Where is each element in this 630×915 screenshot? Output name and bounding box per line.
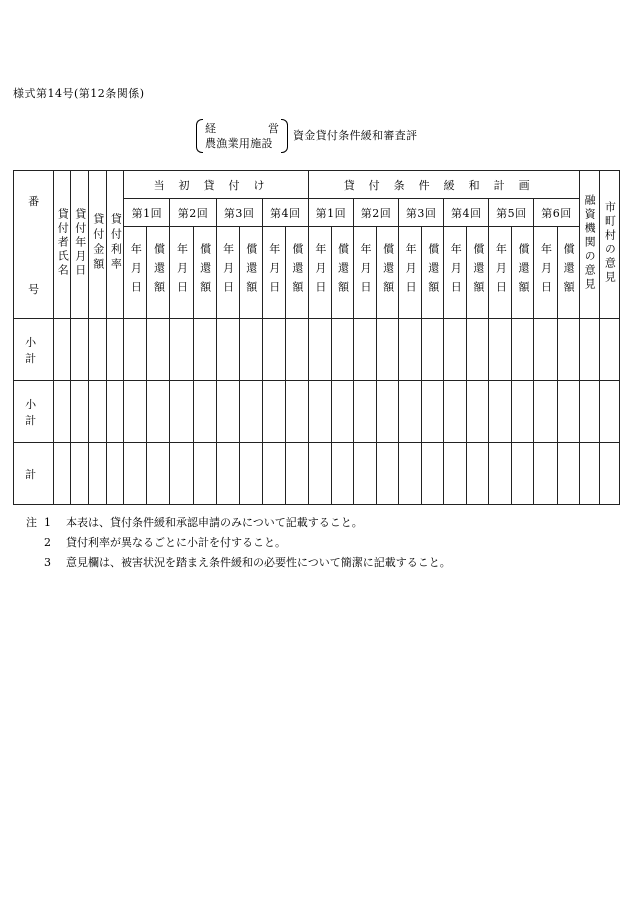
subheader-date: 年月日 bbox=[353, 227, 376, 319]
table-cell bbox=[377, 443, 399, 505]
plan-round-1: 第1回 bbox=[308, 199, 353, 227]
table-cell bbox=[308, 443, 331, 505]
table-cell bbox=[512, 381, 534, 443]
table-cell bbox=[422, 319, 444, 381]
table-cell bbox=[512, 443, 534, 505]
header-initial-loan: 当初貸付け bbox=[124, 171, 309, 199]
subheader-repayment: 償還額 bbox=[147, 227, 170, 319]
note-3 bbox=[26, 553, 451, 573]
table-cell bbox=[489, 381, 512, 443]
header-loan-rate: 貸付利率 bbox=[107, 171, 124, 319]
note-2-text: 貸付利率が異なるごとに小計を付すること。 bbox=[66, 536, 286, 549]
table-cell bbox=[353, 381, 376, 443]
table-cell bbox=[308, 381, 331, 443]
notes bbox=[26, 513, 451, 573]
table-cell bbox=[399, 443, 422, 505]
table-cell bbox=[512, 319, 534, 381]
table-cell bbox=[467, 381, 489, 443]
table-cell bbox=[54, 381, 71, 443]
table-cell bbox=[170, 443, 193, 505]
table-cell bbox=[599, 319, 619, 381]
table-cell bbox=[262, 319, 285, 381]
table-cell bbox=[331, 381, 353, 443]
header-relief-plan: 貸付条件緩和計画 bbox=[308, 171, 579, 199]
table-cell bbox=[353, 319, 376, 381]
row-subtotal-1-label: 小 計 bbox=[14, 319, 54, 381]
subheader-repayment: 償還額 bbox=[239, 227, 262, 319]
table-cell bbox=[557, 443, 579, 505]
table-cell bbox=[89, 319, 107, 381]
title-main: 資金貸付条件緩和審査評 bbox=[293, 129, 418, 142]
table-cell bbox=[170, 319, 193, 381]
note-3-text: 意見欄は、被害状況を踏まえ条件緩和の必要性について簡潔に記載すること。 bbox=[66, 556, 451, 569]
table-cell bbox=[444, 319, 467, 381]
subheader-date: 年月日 bbox=[489, 227, 512, 319]
table-cell bbox=[377, 319, 399, 381]
table-cell bbox=[557, 381, 579, 443]
header-loan-date: 貸付年月日 bbox=[71, 171, 89, 319]
subheader-date: 年月日 bbox=[262, 227, 285, 319]
table-cell bbox=[377, 381, 399, 443]
table-cell bbox=[107, 381, 124, 443]
plan-round-3: 第3回 bbox=[399, 199, 444, 227]
table-cell bbox=[353, 443, 376, 505]
table-cell bbox=[54, 443, 71, 505]
plan-round-2: 第2回 bbox=[353, 199, 398, 227]
title-line1-right: 営 bbox=[268, 122, 279, 135]
table-cell bbox=[239, 319, 262, 381]
table-cell bbox=[124, 319, 147, 381]
note-1-number: 1 bbox=[44, 516, 51, 529]
header-bank-opinion: 融資機関の意見 bbox=[579, 171, 599, 319]
header-city-opinion: 市町村の意見 bbox=[599, 171, 619, 319]
table-cell bbox=[399, 381, 422, 443]
table-cell bbox=[71, 381, 89, 443]
table-cell bbox=[193, 443, 216, 505]
initial-round-3: 第3回 bbox=[216, 199, 262, 227]
table-cell bbox=[239, 443, 262, 505]
table-cell bbox=[71, 319, 89, 381]
subheader-repayment: 償還額 bbox=[422, 227, 444, 319]
row-total-label: 計 bbox=[14, 443, 54, 505]
subheader-repayment: 償還額 bbox=[285, 227, 308, 319]
initial-round-1: 第1回 bbox=[124, 199, 170, 227]
table-cell bbox=[107, 319, 124, 381]
table-cell bbox=[579, 381, 599, 443]
table-cell bbox=[147, 381, 170, 443]
initial-round-4: 第4回 bbox=[262, 199, 308, 227]
note-2 bbox=[26, 533, 451, 553]
review-table bbox=[13, 170, 620, 505]
header-loan-amount: 貸付金額 bbox=[89, 171, 107, 319]
row-subtotal-2-label: 小 計 bbox=[14, 381, 54, 443]
table-cell bbox=[147, 319, 170, 381]
table-cell bbox=[193, 381, 216, 443]
table-cell bbox=[467, 319, 489, 381]
table-cell bbox=[534, 381, 557, 443]
table-cell bbox=[216, 319, 239, 381]
subheader-date: 年月日 bbox=[399, 227, 422, 319]
table-cell bbox=[216, 381, 239, 443]
title-line1-left: 経 bbox=[205, 122, 216, 135]
plan-round-4: 第4回 bbox=[444, 199, 489, 227]
subheader-repayment: 償還額 bbox=[512, 227, 534, 319]
title-right-bracket bbox=[281, 119, 288, 153]
subheader-date: 年月日 bbox=[534, 227, 557, 319]
subheader-repayment: 償還額 bbox=[557, 227, 579, 319]
table-cell bbox=[489, 443, 512, 505]
table-cell bbox=[170, 381, 193, 443]
header-number-1: 番 bbox=[28, 194, 40, 208]
subheader-repayment: 償還額 bbox=[193, 227, 216, 319]
table-cell bbox=[285, 319, 308, 381]
table-cell bbox=[557, 319, 579, 381]
subheader-date: 年月日 bbox=[216, 227, 239, 319]
table-cell bbox=[444, 381, 467, 443]
table-cell bbox=[444, 443, 467, 505]
table-cell bbox=[308, 319, 331, 381]
subheader-date: 年月日 bbox=[308, 227, 331, 319]
table-cell bbox=[54, 319, 71, 381]
title-line1 bbox=[205, 120, 279, 136]
note-1 bbox=[26, 513, 451, 533]
table-cell bbox=[89, 381, 107, 443]
table-cell bbox=[599, 443, 619, 505]
table-cell bbox=[147, 443, 170, 505]
subheader-repayment: 償還額 bbox=[467, 227, 489, 319]
table-cell bbox=[124, 443, 147, 505]
form-number: 様式第14号(第12条関係) bbox=[13, 87, 145, 100]
table-cell bbox=[331, 443, 353, 505]
table-cell bbox=[489, 319, 512, 381]
table-cell bbox=[262, 443, 285, 505]
table-cell bbox=[71, 443, 89, 505]
table-cell bbox=[107, 443, 124, 505]
table-cell bbox=[124, 381, 147, 443]
subheader-date: 年月日 bbox=[444, 227, 467, 319]
table-cell bbox=[285, 381, 308, 443]
table-cell bbox=[89, 443, 107, 505]
subheader-date: 年月日 bbox=[170, 227, 193, 319]
table-cell bbox=[534, 443, 557, 505]
title-line2: 農漁業用施設 bbox=[205, 137, 273, 150]
note-lead: 注 bbox=[26, 516, 37, 529]
table-cell bbox=[467, 443, 489, 505]
header-borrower: 貸付者氏名 bbox=[54, 171, 71, 319]
table-cell bbox=[285, 443, 308, 505]
table-cell bbox=[262, 381, 285, 443]
table-cell bbox=[422, 443, 444, 505]
subheader-repayment: 償還額 bbox=[331, 227, 353, 319]
note-3-number: 3 bbox=[44, 556, 51, 569]
table-cell bbox=[579, 443, 599, 505]
header-number bbox=[14, 171, 54, 319]
header-number-2: 号 bbox=[28, 282, 40, 296]
table-cell bbox=[239, 381, 262, 443]
plan-round-5: 第5回 bbox=[489, 199, 534, 227]
table-cell bbox=[216, 443, 239, 505]
table-cell bbox=[399, 319, 422, 381]
table-cell bbox=[193, 319, 216, 381]
subheader-date: 年月日 bbox=[124, 227, 147, 319]
note-1-text: 本表は、貸付条件緩和承認申請のみについて記載すること。 bbox=[66, 516, 363, 529]
table-cell bbox=[331, 319, 353, 381]
title-left-bracket bbox=[196, 119, 203, 153]
plan-round-6: 第6回 bbox=[534, 199, 579, 227]
table-cell bbox=[534, 319, 557, 381]
table-cell bbox=[579, 319, 599, 381]
table-cell bbox=[422, 381, 444, 443]
subheader-repayment: 償還額 bbox=[377, 227, 399, 319]
initial-round-2: 第2回 bbox=[170, 199, 216, 227]
note-2-number: 2 bbox=[44, 536, 51, 549]
table-cell bbox=[599, 381, 619, 443]
